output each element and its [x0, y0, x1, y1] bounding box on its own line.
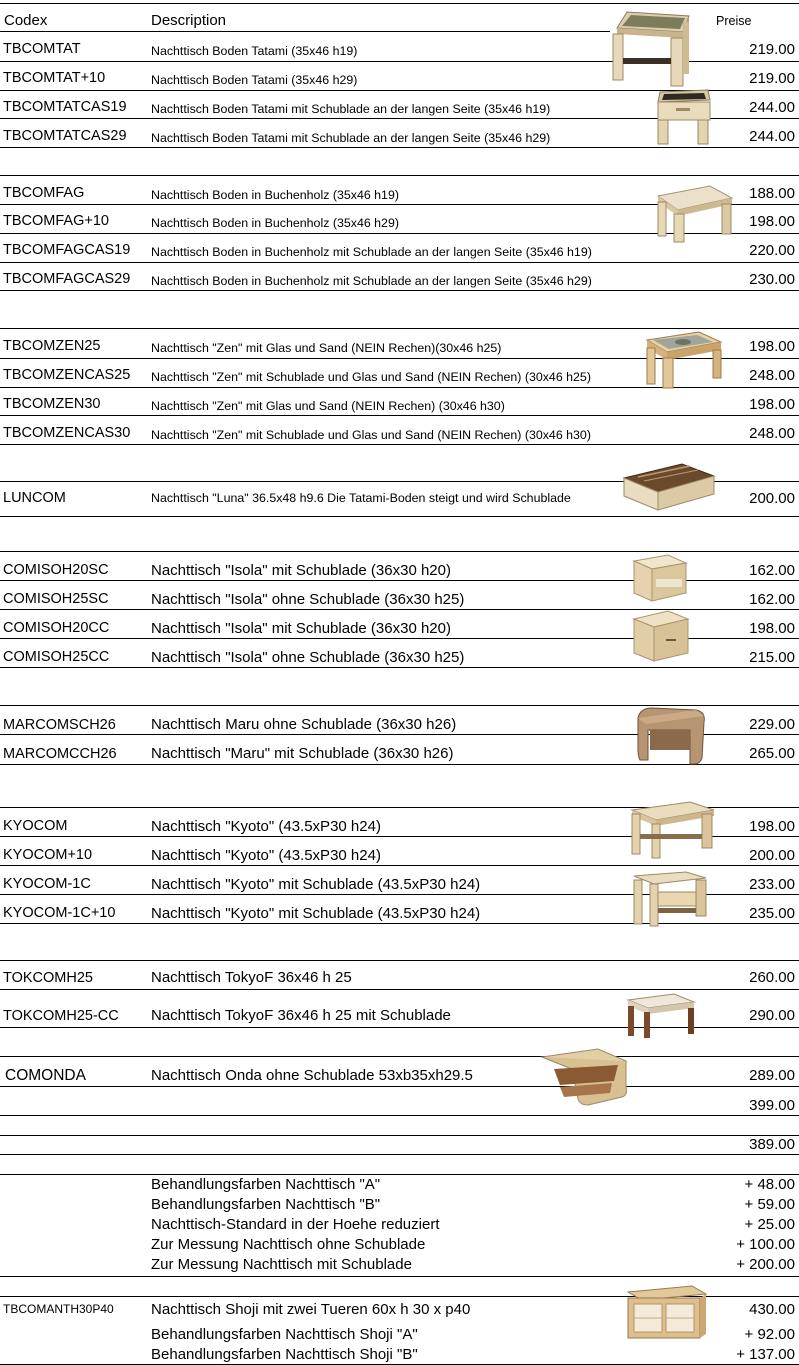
row-price: 430.00 [749, 1301, 795, 1318]
luna-nightstand-image [620, 462, 718, 516]
rule [0, 290, 799, 291]
row-description: Nachttisch "Kyoto" (43.5xP30 h24) [151, 818, 381, 835]
row-price: 198.00 [749, 213, 795, 230]
row-description: Nachttisch Boden in Buchenholz mit Schublade an der langen Seite (35x46 h19) [151, 245, 592, 259]
row-code: TBCOMFAG [3, 185, 85, 201]
row-price: 198.00 [749, 338, 795, 355]
row-price: 219.00 [749, 70, 795, 87]
row-code: TBCOMZENCAS30 [3, 425, 131, 441]
row-description: Nachttisch Boden Tatami mit Schublade an der langen Seite (35x46 h29) [151, 131, 551, 145]
row-price: 198.00 [749, 818, 795, 835]
row-price: 289.00 [749, 1067, 795, 1084]
row-description: Nachttisch Boden Tatami mit Schublade an der langen Seite (35x46 h19) [151, 102, 551, 116]
row-code: LUNCOM [3, 490, 66, 506]
rule [0, 3, 799, 4]
row-description: Nachttisch "Kyoto" mit Schublade (43.5xP30 h24) [151, 905, 481, 922]
row-price: 260.00 [749, 969, 795, 986]
row-code: KYOCOM+10 [3, 847, 93, 863]
row-code: KYOCOM-1C [3, 876, 91, 892]
rule [0, 551, 799, 552]
row-description: Nachttisch "Zen" mit Schublade und Glas und Sand (NEIN Rechen) (30x46 h30) [151, 428, 591, 442]
row-price: 399.00 [749, 1097, 795, 1114]
rule [0, 175, 799, 176]
row-price: + 200.00 [736, 1256, 795, 1273]
header-preise: Preise [716, 14, 752, 28]
row-description: Nachttisch Onda ohne Schublade 53xb35xh29.5 [151, 1067, 473, 1084]
row-description: Nachttisch TokyoF 36x46 h 25 [151, 969, 352, 986]
header-codex: Codex [4, 12, 48, 29]
row-price: 188.00 [749, 185, 795, 202]
maru-nightstand-image [634, 706, 708, 768]
row-code: TBCOMFAG+10 [3, 213, 109, 229]
row-description: Nachttisch Boden in Buchenholz mit Schublade an der langen Seite (35x46 h29) [151, 274, 592, 288]
row-code: TBCOMTATCAS19 [3, 99, 127, 115]
row-price: 200.00 [749, 847, 795, 864]
row-code: COMONDA [5, 1067, 86, 1084]
kyoto-nightstand-image [628, 800, 718, 860]
row-price: + 48.00 [744, 1176, 795, 1193]
row-description: Nachttisch "Kyoto" mit Schublade (43.5xP30 h24) [151, 876, 481, 893]
row-price: 244.00 [749, 99, 795, 116]
tatami-drawer-nightstand-image [654, 86, 716, 148]
row-code: MARCOMSCH26 [3, 717, 116, 733]
row-code: TBCOMFAGCAS19 [3, 242, 131, 258]
row-price: + 100.00 [736, 1236, 795, 1253]
row-description: Nachttisch TokyoF 36x46 h 25 mit Schublade [151, 1007, 451, 1024]
row-code: COMISOH25SC [3, 591, 109, 607]
rule [0, 1174, 799, 1175]
rule [0, 1276, 799, 1277]
row-code: KYOCOM-1C+10 [3, 905, 116, 921]
row-price: 162.00 [749, 591, 795, 608]
row-price: 215.00 [749, 649, 795, 666]
row-code: TBCOMFAGCAS29 [3, 271, 131, 287]
header-description: Description [151, 12, 227, 29]
rule [0, 415, 799, 416]
row-code: TBCOMTATCAS29 [3, 128, 127, 144]
row-description: Nachttisch Boden in Buchenholz (35x46 h19) [151, 188, 399, 202]
row-code: TBCOMZEN30 [3, 396, 101, 412]
row-code: TOKCOMH25-CC [3, 1008, 119, 1024]
row-price: 248.00 [749, 425, 795, 442]
rule [0, 1086, 799, 1087]
row-description: Nachttisch Boden Tatami (35x46 h19) [151, 44, 358, 58]
row-code: COMISOH20SC [3, 562, 109, 578]
row-price: 220.00 [749, 242, 795, 259]
row-code: TOKCOMH25 [3, 970, 93, 986]
rule [0, 960, 799, 961]
row-description: Nachttisch "Luna" 36.5x48 h9.6 Die Tatami-Boden steigt und wird Schublade [151, 491, 571, 505]
row-description: Nachttisch Boden in Buchenholz (35x46 h29) [151, 216, 399, 230]
zen-nightstand-image [643, 330, 723, 392]
row-description: Behandlungsfarben Nachttisch "B" [151, 1196, 381, 1213]
row-price: 248.00 [749, 367, 795, 384]
row-price: + 25.00 [744, 1216, 795, 1233]
row-price: 230.00 [749, 271, 795, 288]
rule [0, 1115, 799, 1116]
row-code: TBCOMZEN25 [3, 338, 101, 354]
shoji-nightstand-image [622, 1284, 710, 1344]
row-description: Nachttisch "Isola" mit Schublade (36x30 h20) [151, 620, 451, 637]
kyoto-drawer-nightstand-image [630, 870, 710, 928]
rule [0, 865, 799, 866]
beech-nightstand-image [648, 184, 736, 244]
row-price: 198.00 [749, 620, 795, 637]
rule [0, 1056, 799, 1057]
row-description: Nachttisch "Maru" mit Schublade (36x30 h26) [151, 745, 454, 762]
row-description: Nachttisch Maru ohne Schublade (36x30 h26) [151, 716, 457, 733]
rule [0, 516, 799, 517]
rule [0, 667, 799, 668]
row-description: Nachttisch "Isola" ohne Schublade (36x30 h25) [151, 591, 465, 608]
row-price: + 137.00 [736, 1346, 795, 1363]
row-description: Nachttisch Boden Tatami (35x46 h29) [151, 73, 358, 87]
row-price: 244.00 [749, 128, 795, 145]
onda-nightstand-image [538, 1047, 634, 1109]
row-price: 198.00 [749, 396, 795, 413]
row-price: 219.00 [749, 41, 795, 58]
isola-nightstand-image [632, 553, 688, 607]
row-code: COMISOH25CC [3, 649, 110, 665]
row-description: Nachttisch "Zen" mit Schublade und Glas und Sand (NEIN Rechen) (30x46 h25) [151, 370, 591, 384]
tokyo-nightstand-image [624, 992, 696, 1040]
row-description: Nachttisch "Zen" mit Glas und Sand (NEIN Rechen) (30x46 h30) [151, 399, 505, 413]
rule [0, 1154, 799, 1155]
row-price: 235.00 [749, 905, 795, 922]
rule [0, 262, 799, 263]
rule [0, 328, 799, 329]
row-description: Nachttisch "Isola" ohne Schublade (36x30 h25) [151, 649, 465, 666]
row-price: 290.00 [749, 1007, 795, 1024]
rule [0, 444, 799, 445]
row-description: Zur Messung Nachttisch mit Schublade [151, 1256, 412, 1273]
row-code: TBCOMANTH30P40 [3, 1302, 114, 1316]
row-code: COMISOH20CC [3, 620, 110, 636]
row-code: TBCOMZENCAS25 [3, 367, 131, 383]
row-price: 200.00 [749, 490, 795, 507]
rule [0, 989, 799, 990]
row-description: Nachttisch-Standard in der Hoehe reduziert [151, 1216, 440, 1233]
row-code: KYOCOM [3, 818, 68, 834]
row-description: Behandlungsfarben Nachttisch Shoji "A" [151, 1326, 418, 1343]
tatami-nightstand-image [605, 8, 697, 90]
rule [0, 1135, 799, 1136]
rule [0, 31, 610, 32]
row-code: TBCOMTAT+10 [3, 70, 106, 86]
row-description: Nachttisch "Kyoto" (43.5xP30 h24) [151, 847, 381, 864]
row-price: 265.00 [749, 745, 795, 762]
row-description: Nachttisch "Isola" mit Schublade (36x30 h20) [151, 562, 451, 579]
row-description: Behandlungsfarben Nachttisch Shoji "B" [151, 1346, 418, 1363]
row-price: 162.00 [749, 562, 795, 579]
row-code: MARCOMCCH26 [3, 746, 117, 762]
row-price: 229.00 [749, 716, 795, 733]
row-description: Nachttisch "Zen" mit Glas und Sand (NEIN Rechen)(30x46 h25) [151, 341, 502, 355]
row-price: + 59.00 [744, 1196, 795, 1213]
row-description: Zur Messung Nachttisch ohne Schublade [151, 1236, 426, 1253]
row-description: Nachttisch Shoji mit zwei Tueren 60x h 30 x p40 [151, 1301, 471, 1318]
isola-drawer-nightstand-image [632, 609, 690, 665]
row-price: 233.00 [749, 876, 795, 893]
row-price: + 92.00 [744, 1326, 795, 1343]
row-description: Behandlungsfarben Nachttisch "A" [151, 1176, 381, 1193]
row-price: 389.00 [749, 1136, 795, 1153]
row-code: TBCOMTAT [3, 41, 81, 57]
